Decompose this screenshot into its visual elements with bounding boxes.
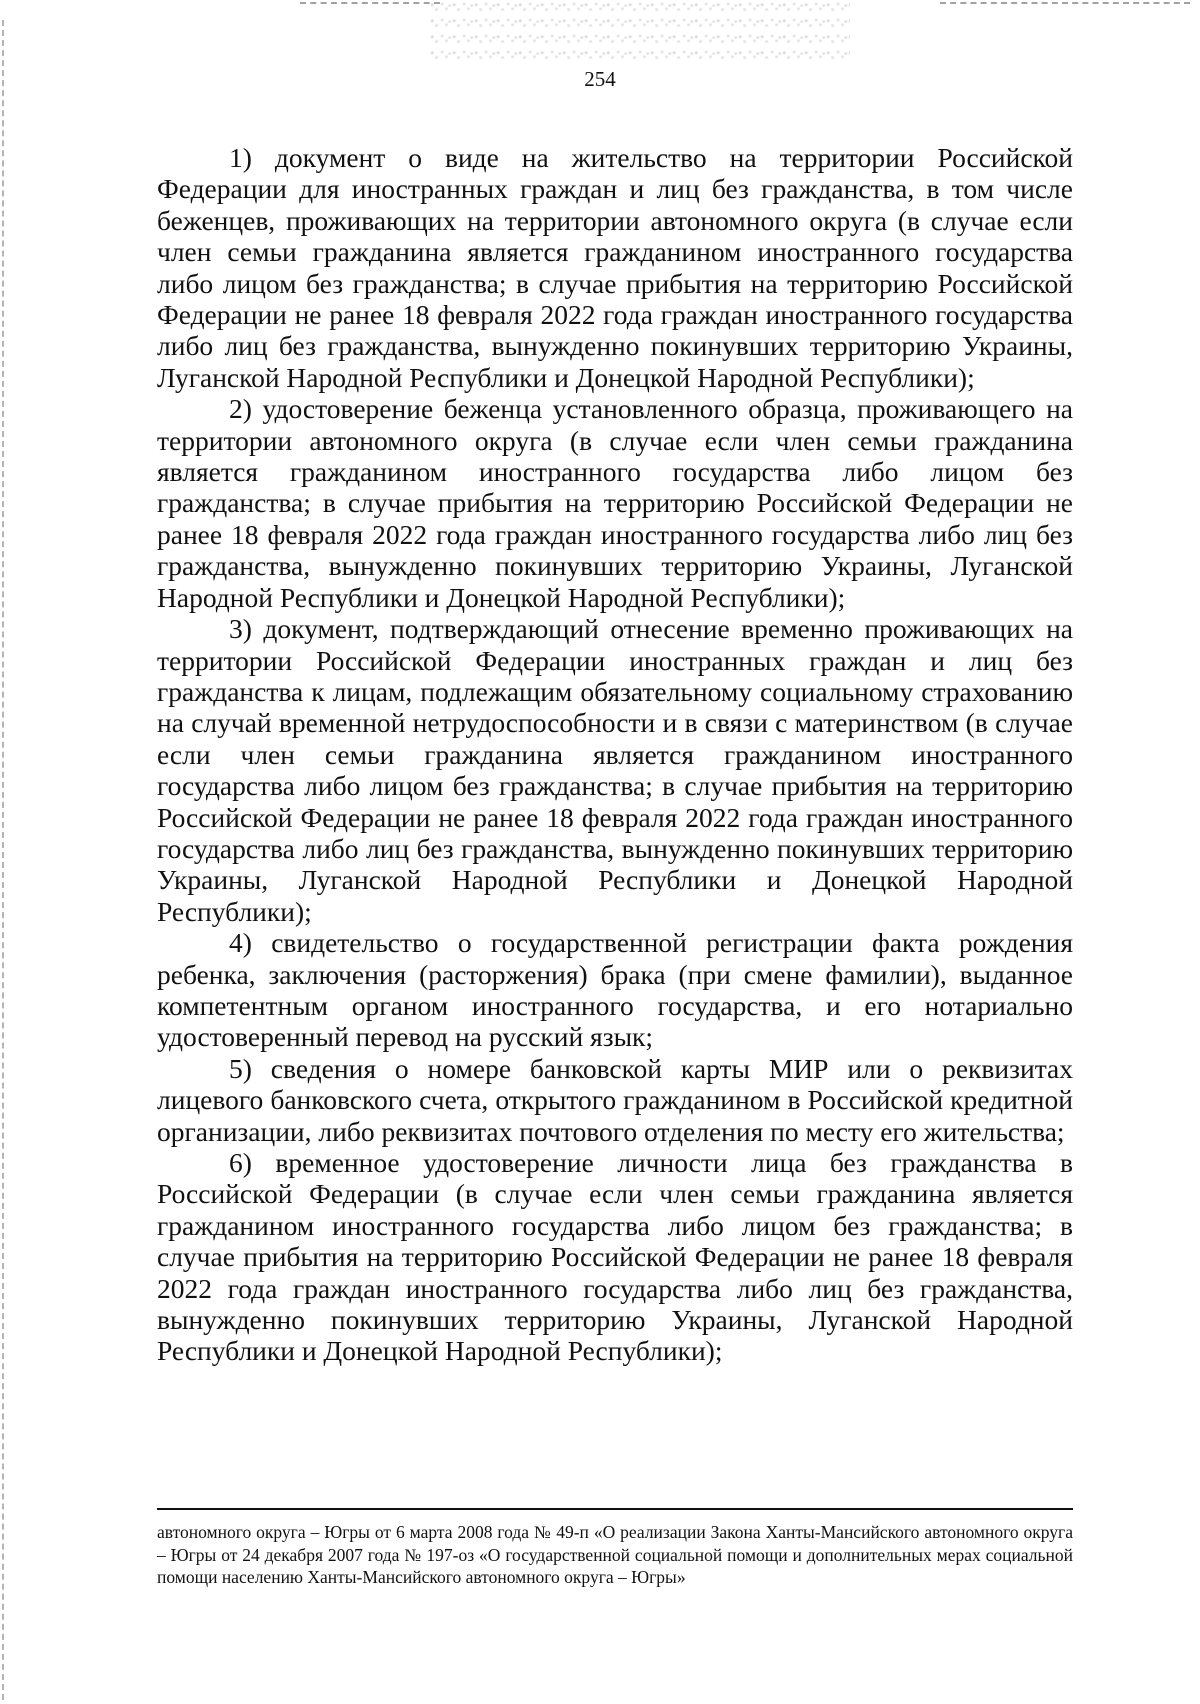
paragraph-item-1: 1) документ о виде на жительство на территории Российской Федерации для иностранных граждан и лиц без гражданства, в том числе беженцев, проживающих на территории автономного округа (в случае если член семьи гражданина является гражданином иностранного государства либо лицом без гражданства; в случае прибытия на территорию Российской Федерации не ранее 18 февраля 2022 года граждан иностранного государства либо лиц без гражданства, вынужденно покинувших территорию Украины, Луганской Народной Республики и Донецкой Народной Республики); — [157, 142, 1073, 393]
paragraph-item-4: 4) свидетельство о государственной регистрации факта рождения ребенка, заключения (расторжения) брака (при смене фамилии), выданное компетентным органом иностранного государства, и его нотариально удостоверенный перевод на русский язык; — [157, 927, 1073, 1053]
footnote-divider — [157, 1508, 1073, 1510]
scan-edge-line — [2, 20, 4, 1700]
footnote — [157, 1521, 1073, 1589]
paragraph-item-2: 2) удостоверение беженца установленного образца, проживающего на территории автономного округа (в случае если член семьи гражданина является гражданином иностранного государства либо лицом без гражданства; в случае прибытия на территорию Российской Федерации не ранее 18 февраля 2022 года граждан иностранного государства либо лиц без гражданства, вынужденно покинувших территорию Украины, Луганской Народной Республики и Донецкой Народной Республики); — [157, 393, 1073, 613]
scan-artifact-line — [300, 2, 440, 4]
paragraph-item-5: 5) сведения о номере банковской карты МИР или о реквизитах лицевого банковского счета, открытого гражданином в Российской кредитной организации, либо реквизитах почтового отделения по месту его жительства; — [157, 1052, 1073, 1147]
scan-artifact-line — [940, 2, 1190, 4]
paragraph-item-3: 3) документ, подтверждающий отнесение временно проживающих на территории Российской Федерации иностранных граждан и лиц без гражданства к лицам, подлежащим обязательному социальному страхованию на случай временной нетрудоспособности и в связи с материнством (в случае если член семьи гражданина является гражданином иностранного государства либо лицом без гражданства; в случае прибытия на территорию Российской Федерации не ранее 18 февраля 2022 года граждан иностранного государства либо лиц без гражданства, вынужденно покинувших территорию Украины, Луганской Народной Республики и Донецкой Народной Республики); — [157, 613, 1073, 927]
scan-artifact — [430, 0, 850, 60]
paragraph-item-6: 6) временное удостоверение личности лица без гражданства в Российской Федерации (в случае если член семьи гражданина является гражданином иностранного государства либо лицом без гражданства; в случае прибытия на территорию Российской Федерации не ранее 18 февраля 2022 года граждан иностранного государства либо лиц без гражданства, вынужденно покинувших территорию Украины, Луганской Народной Республики и Донецкой Народной Республики); — [157, 1147, 1073, 1367]
main-text — [157, 142, 1073, 1367]
footnote-text: автономного округа – Югры от 6 марта 2008 года № 49-п «О реализации Закона Ханты-Мансийского автономного округа – Югры от 24 декабря 2007 года № 197-оз «О государственной социальной помощи и дополнительных мерах социальной помощи населению Ханты-Мансийского автономного округа – Югры» — [157, 1522, 1073, 1587]
page-number: 254 — [584, 67, 616, 91]
